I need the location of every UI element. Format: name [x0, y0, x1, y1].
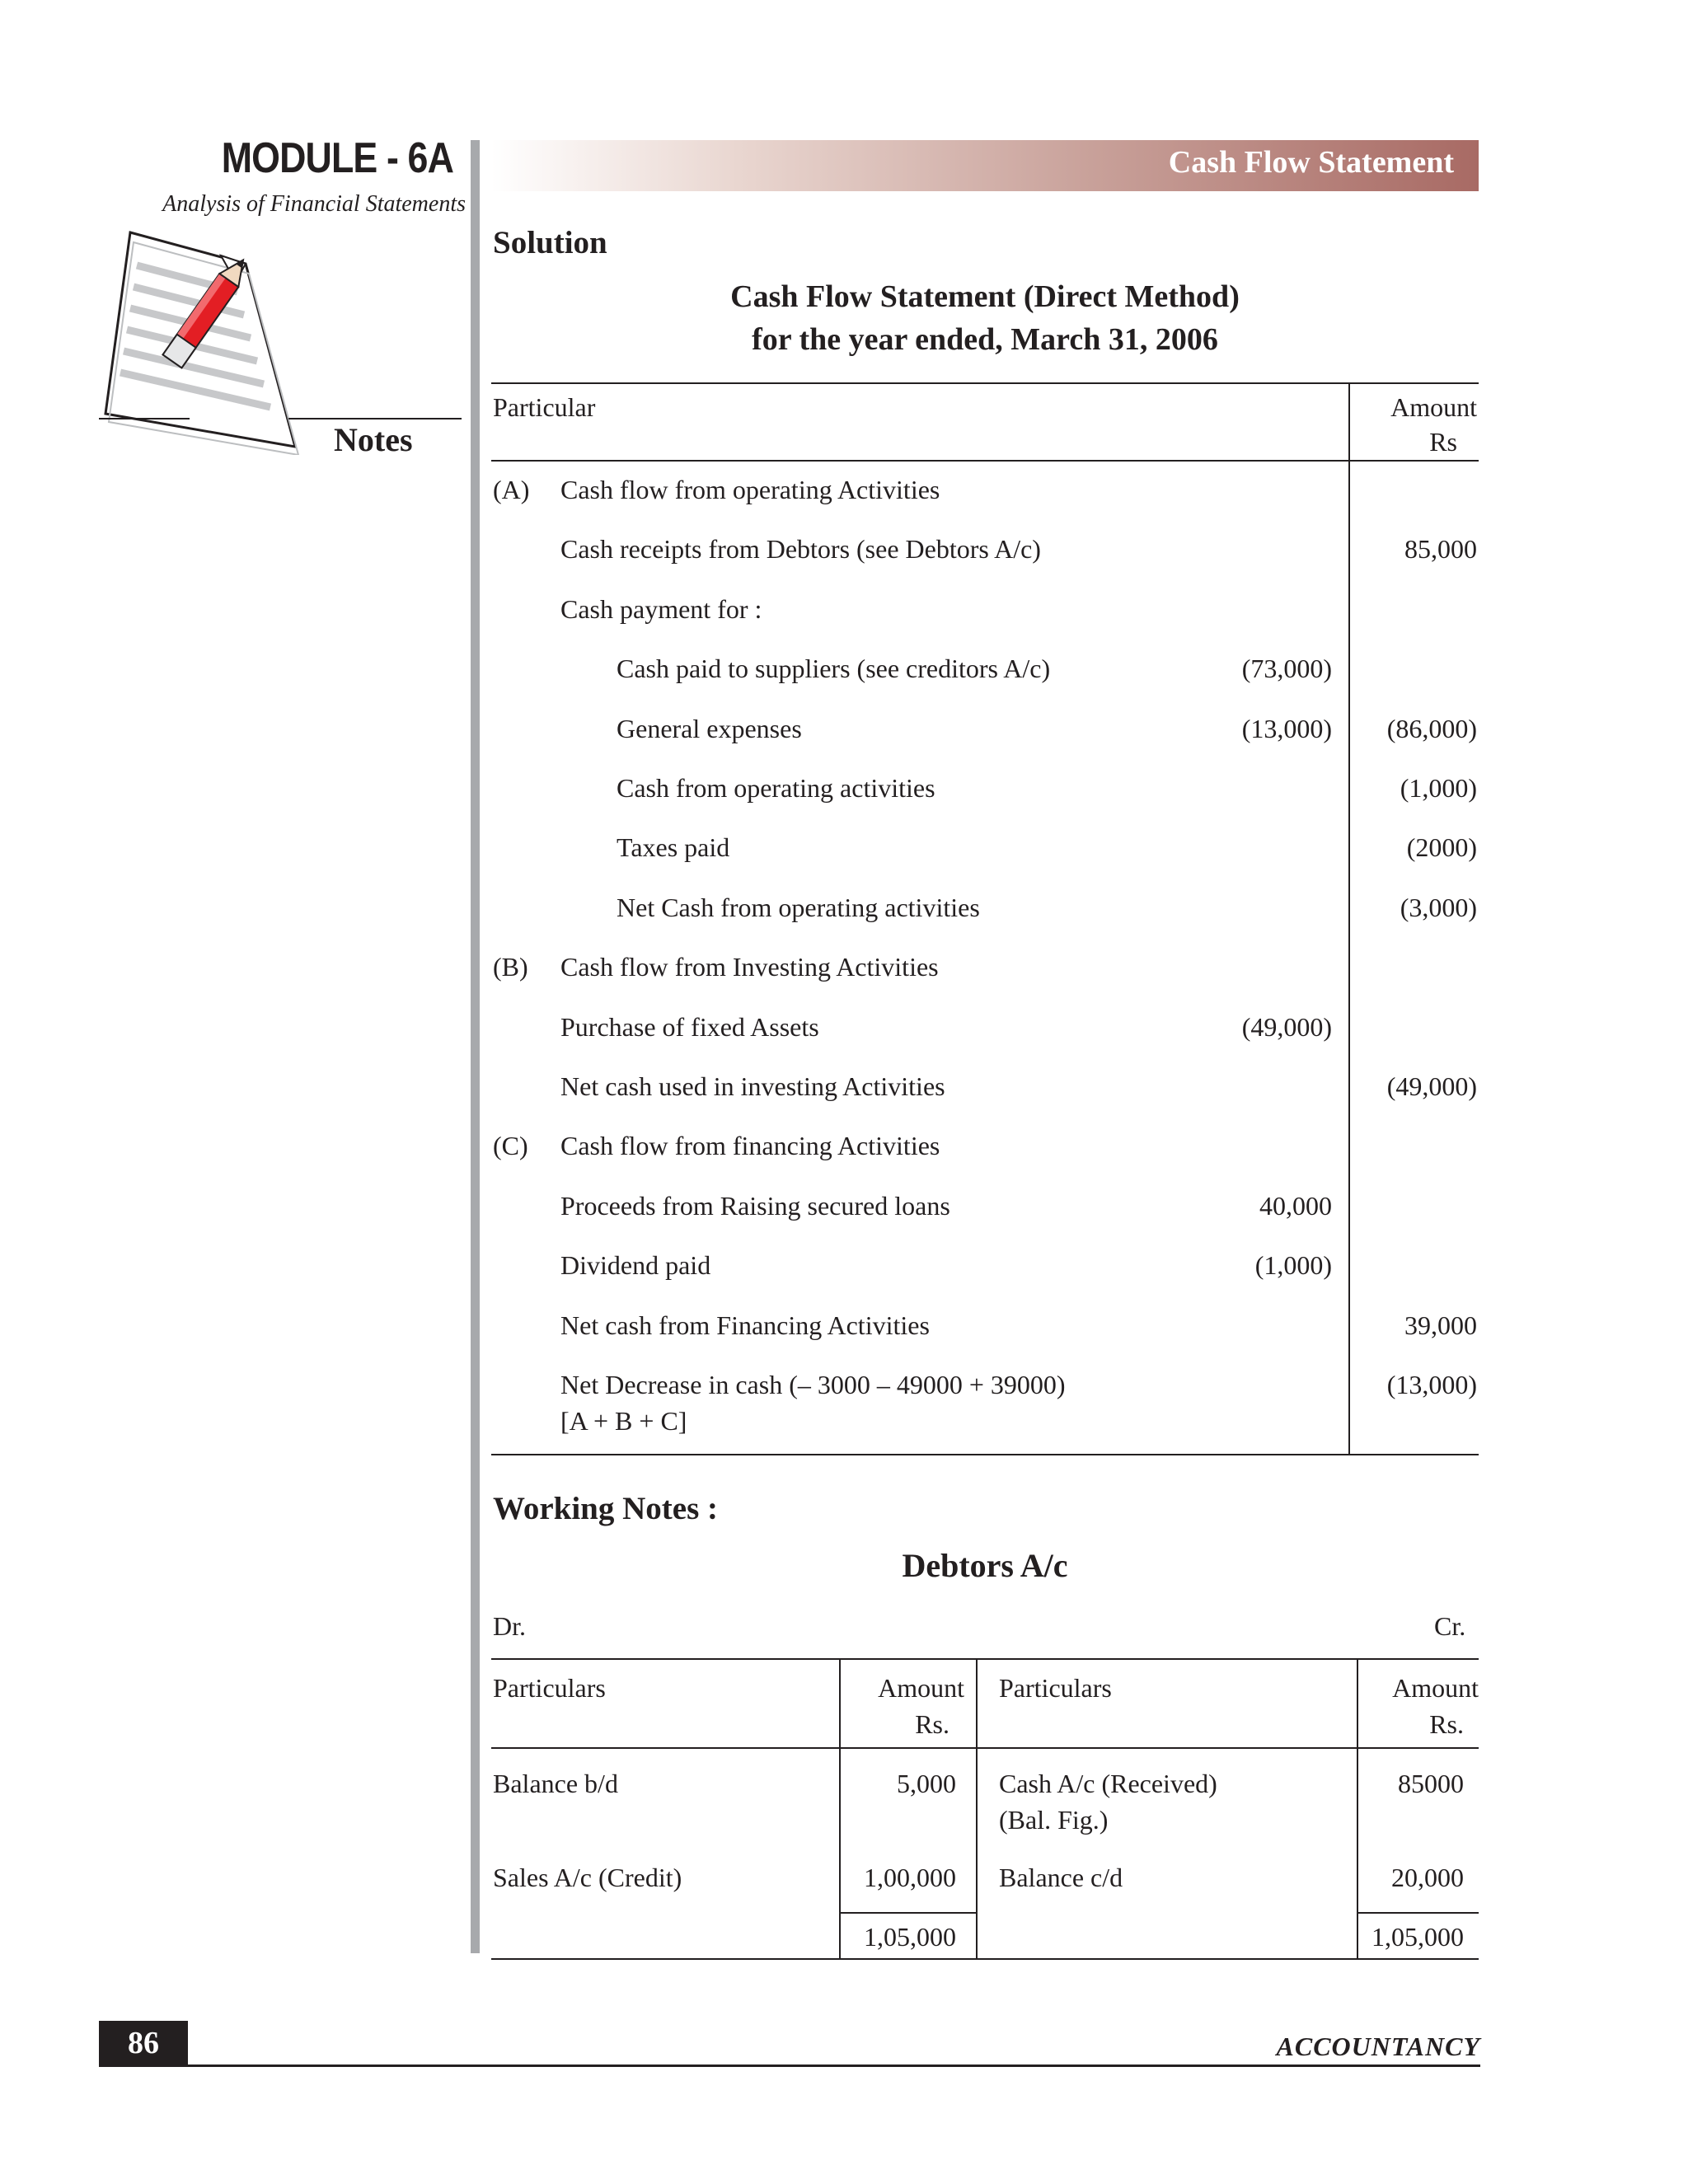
- ledger-rule-bottom: [491, 1958, 1479, 1960]
- table-rule-top: [491, 382, 1479, 384]
- chapter-header-band: [491, 140, 1479, 191]
- row-description: Cash flow from operating Activities: [560, 475, 940, 504]
- ledger-credit-amount: 20,000: [1391, 1863, 1464, 1892]
- module-title: MODULE - 6A: [221, 134, 453, 182]
- ledger-rule-top: [491, 1658, 1479, 1660]
- ledger-credit-item: Balance c/d: [999, 1863, 1123, 1892]
- ledger-title: Debtors A/c: [902, 1547, 1068, 1584]
- ledger-cr-label: Cr.: [1434, 1611, 1466, 1641]
- ledger-debit-item: Sales A/c (Credit): [493, 1863, 682, 1892]
- row-amount: (49,000): [1386, 1071, 1477, 1101]
- ledger-col-amount-dr: Amount: [878, 1673, 964, 1703]
- row-inner-amount: (73,000): [1241, 654, 1332, 684]
- col-header-particular: Particular: [493, 392, 596, 422]
- row-description: Cash from operating activities: [617, 773, 935, 803]
- notes-label: Notes: [334, 421, 413, 458]
- row-description: Cash flow from Investing Activities: [560, 952, 939, 982]
- ledger-col-amount-unit-dr: Rs.: [915, 1709, 950, 1739]
- ledger-credit-total-rule: [1357, 1912, 1479, 1914]
- working-notes-heading: Working Notes :: [493, 1491, 718, 1526]
- col-header-amount-unit: Rs: [1429, 427, 1457, 457]
- row-description: General expenses: [617, 713, 802, 743]
- row-section-label: (B): [493, 952, 528, 982]
- row-inner-amount: 40,000: [1259, 1190, 1332, 1221]
- row-description: Cash payment for :: [560, 593, 762, 624]
- ledger-credit-item: Cash A/c (Received): [999, 1769, 1217, 1798]
- ledger-debit-amount: 5,000: [897, 1769, 956, 1798]
- cash-flow-table: [491, 382, 1479, 1455]
- row-amount: (86,000): [1386, 713, 1477, 743]
- row-description: Net Decrease in cash (– 3000 – 49000 + 39000): [560, 1370, 1066, 1399]
- ledger-rule-header: [491, 1747, 1479, 1749]
- row-inner-amount: (49,000): [1241, 1011, 1332, 1042]
- row-description: Net cash from Financing Activities: [560, 1310, 930, 1340]
- row-section-label: (A): [493, 475, 530, 504]
- ledger-credit-item-note: (Bal. Fig.): [999, 1805, 1109, 1835]
- table-rule-header: [491, 460, 1479, 462]
- ledger-divider-2: [976, 1658, 978, 1960]
- ledger-dr-label: Dr.: [493, 1611, 526, 1641]
- ledger-debit-total: 1,05,000: [864, 1922, 956, 1952]
- row-description: Cash paid to suppliers (see creditors A/c): [617, 654, 1051, 684]
- ledger-debit-total-rule: [839, 1912, 978, 1914]
- row-description: Taxes paid: [617, 832, 730, 863]
- ledger-debit-item: Balance b/d: [493, 1769, 618, 1798]
- debtors-ledger-table: [491, 1658, 1479, 1963]
- ledger-col-particulars-cr: Particulars: [999, 1673, 1112, 1703]
- notes-divider-right: [288, 418, 462, 419]
- row-description: Net cash used in investing Activities: [560, 1071, 945, 1101]
- footer-rule: [99, 2064, 1480, 2067]
- solution-heading: Solution: [493, 225, 607, 260]
- row-amount: (2000): [1406, 832, 1477, 863]
- table-rule-bottom: [491, 1454, 1479, 1455]
- col-header-amount: Amount: [1390, 392, 1477, 422]
- ledger-debit-amount: 1,00,000: [864, 1863, 956, 1892]
- row-description: Dividend paid: [560, 1250, 711, 1281]
- row-inner-amount: (13,000): [1241, 713, 1332, 743]
- chapter-title: Cash Flow Statement: [1168, 145, 1454, 180]
- ledger-credit-total: 1,05,000: [1372, 1922, 1464, 1952]
- ledger-credit-amount: 85000: [1398, 1769, 1464, 1798]
- row-description: Cash receipts from Debtors (see Debtors A/c): [560, 534, 1041, 565]
- margin-vertical-bar: [471, 140, 480, 1953]
- notes-divider-left: [99, 418, 190, 419]
- row-description: Cash flow from financing Activities: [560, 1131, 940, 1161]
- row-amount: (1,000): [1400, 773, 1477, 803]
- statement-title: Cash Flow Statement (Direct Method): [730, 279, 1240, 314]
- statement-period: for the year ended, March 31, 2006: [752, 322, 1218, 357]
- row-amount: 85,000: [1404, 534, 1477, 565]
- table-column-divider: [1348, 382, 1350, 1455]
- row-description: Net Cash from operating activities: [617, 892, 980, 922]
- row-section-label: (C): [493, 1131, 528, 1161]
- row-description: Proceeds from Raising secured loans: [560, 1190, 950, 1221]
- row-amount: (3,000): [1400, 892, 1477, 922]
- notes-pencil-icon: [97, 224, 320, 459]
- footer-subject: ACCOUNTANCY: [1276, 2032, 1480, 2061]
- ledger-col-amount-unit-cr: Rs.: [1429, 1709, 1464, 1739]
- row-amount: 39,000: [1404, 1310, 1477, 1340]
- module-subtitle: Analysis of Financial Statements: [162, 191, 466, 217]
- row-amount: (13,000): [1386, 1370, 1477, 1399]
- ledger-col-particulars-dr: Particulars: [493, 1673, 606, 1703]
- row-description-cont: [A + B + C]: [560, 1406, 687, 1436]
- page-number: 86: [99, 2021, 188, 2065]
- row-inner-amount: (1,000): [1254, 1250, 1332, 1281]
- row-description: Purchase of fixed Assets: [560, 1011, 819, 1042]
- ledger-col-amount-cr: Amount: [1392, 1673, 1479, 1703]
